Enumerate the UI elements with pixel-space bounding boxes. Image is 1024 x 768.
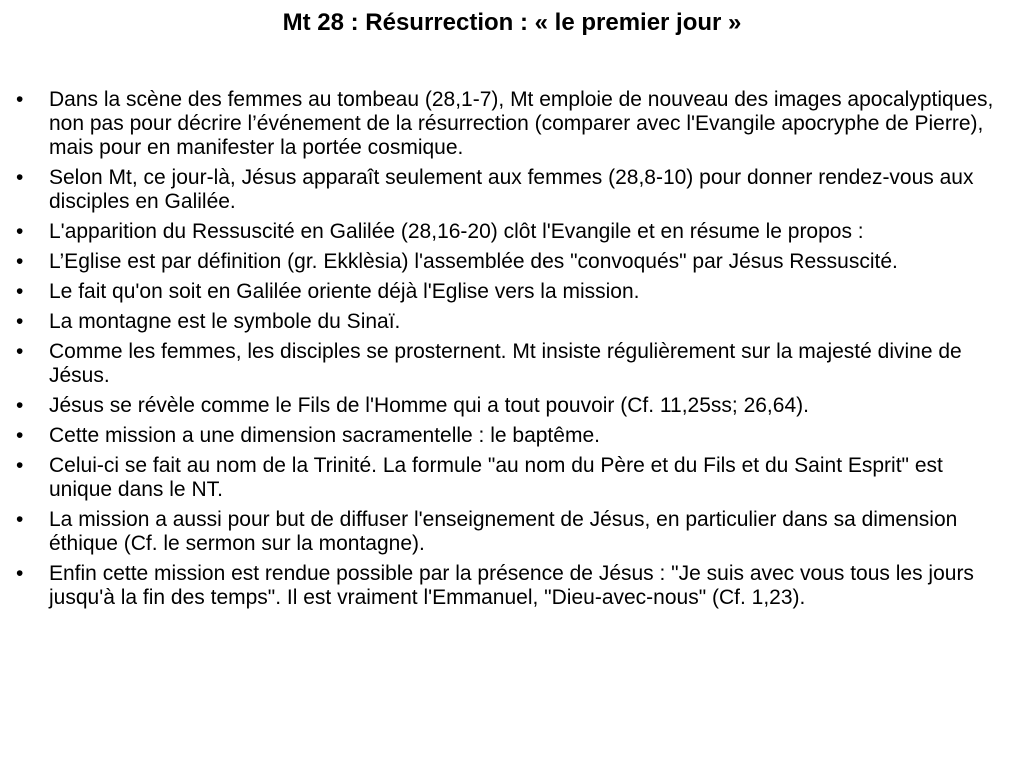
bullet-text: Cette mission a une dimension sacramentelle : le baptême. (49, 424, 600, 447)
bullet-marker: • (16, 454, 24, 477)
bullet-text: L’Eglise est par définition (gr. Ekklèsia) l'assemblée des "convoqués" par Jésus Ressuscité. (49, 250, 898, 273)
bullet-list (16, 88, 1011, 616)
bullet-marker: • (16, 280, 24, 303)
bullet-marker: • (16, 166, 24, 189)
bullet-marker: • (16, 562, 24, 585)
bullet-text: Selon Mt, ce jour-là, Jésus apparaît seulement aux femmes (28,8-10) pour donner rendez-vous aux disciples en Galilée. (49, 166, 974, 213)
bullet-text: Jésus se révèle comme le Fils de l'Homme qui a tout pouvoir (Cf. 11,25ss; 26,64). (49, 394, 809, 417)
bullet-marker: • (16, 250, 24, 273)
bullet-text: La montagne est le symbole du Sinaï. (49, 310, 401, 333)
slide-title: Mt 28 : Résurrection : « le premier jour » (282, 9, 742, 36)
bullet-item (16, 220, 1011, 244)
bullet-marker: • (16, 310, 24, 333)
bullet-text: Dans la scène des femmes au tombeau (28,1-7), Mt emploie de nouveau des images apocalyptiques, non pas pour décrire l’événement de la résurrection (comparer avec l'Evangile apocryphe de Pierre), mais pour en manifester la portée cosmique. (49, 88, 994, 159)
bullet-item (16, 394, 1011, 418)
bullet-item (16, 424, 1011, 448)
bullet-text: Enfin cette mission est rendue possible par la présence de Jésus : "Je suis avec vous tous les jours jusqu'à la fin des temps". Il est vraiment l'Emmanuel, "Dieu-avec-nous" (Cf. 1,23). (49, 562, 974, 609)
bullet-text: Le fait qu'on soit en Galilée oriente déjà l'Eglise vers la mission. (49, 280, 640, 303)
bullet-item (16, 508, 1011, 556)
bullet-marker: • (16, 220, 24, 243)
bullet-text: Comme les femmes, les disciples se prosternent. Mt insiste régulièrement sur la majesté divine de Jésus. (49, 340, 962, 387)
bullet-marker: • (16, 394, 24, 417)
bullet-item (16, 454, 1011, 502)
bullet-item (16, 310, 1011, 334)
bullet-item (16, 88, 1011, 160)
bullet-item (16, 250, 1011, 274)
bullet-item (16, 340, 1011, 388)
bullet-item (16, 562, 1011, 610)
bullet-item (16, 280, 1011, 304)
bullet-text: L'apparition du Ressuscité en Galilée (28,16-20) clôt l'Evangile et en résume le propos : (49, 220, 864, 243)
bullet-marker: • (16, 424, 24, 447)
bullet-marker: • (16, 508, 24, 531)
bullet-marker: • (16, 340, 24, 363)
bullet-text: Celui-ci se fait au nom de la Trinité. La formule "au nom du Père et du Fils et du Saint Esprit" est unique dans le NT. (49, 454, 943, 501)
bullet-item (16, 166, 1011, 214)
bullet-text: La mission a aussi pour but de diffuser l'enseignement de Jésus, en particulier dans sa dimension éthique (Cf. le sermon sur la montagne). (49, 508, 958, 555)
bullet-marker: • (16, 88, 24, 111)
